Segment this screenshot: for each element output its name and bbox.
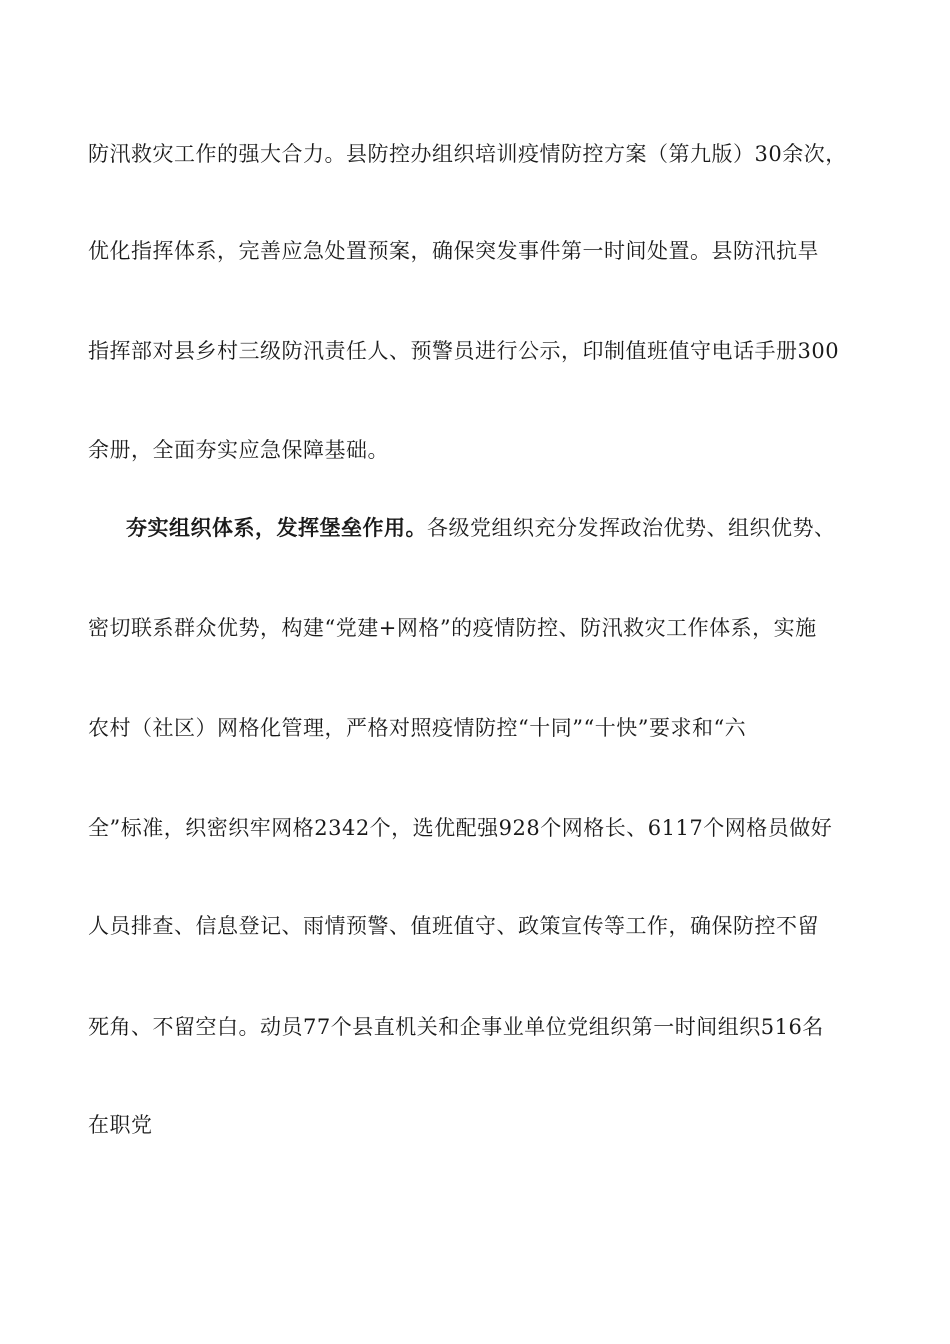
paragraph-line: 密切联系群众优势，构建“党建+网格”的疫情防控、防汛救灾工作体系，实施 xyxy=(88,616,817,640)
paragraph-line: 人员排查、信息登记、雨情预警、值班值守、政策宣传等工作，确保防控不留 xyxy=(88,914,819,938)
paragraph-line: 余册，全面夯实应急保障基础。 xyxy=(88,438,389,462)
paragraph-line: 防汛救灾工作的强大合力。县防控办组织培训疫情防控方案（第九版）30余次， xyxy=(88,142,847,166)
paragraph-first-line xyxy=(126,513,906,543)
section-heading: 夯实组织体系，发挥堡垒作用。 xyxy=(126,515,427,540)
paragraph-line: 农村（社区）网格化管理，严格对照疫情防控“十同”“十快”要求和“六 xyxy=(88,716,747,740)
paragraph-line: 全”标准，织密织牢网格2342个，选优配强928个网格长、6117个网格员做好 xyxy=(88,816,833,840)
paragraph-text: 各级党组织充分发挥政治优势、组织优势、 xyxy=(427,516,836,540)
paragraph-line: 在职党 xyxy=(88,1113,153,1137)
paragraph-line: 指挥部对县乡村三级防汛责任人、预警员进行公示，印制值班值守电话手册300 xyxy=(88,339,840,363)
paragraph-line: 死角、不留空白。动员77个县直机关和企事业单位党组织第一时间组织516名 xyxy=(88,1015,824,1039)
paragraph-line: 优化指挥体系，完善应急处置预案，确保突发事件第一时间处置。县防汛抗旱 xyxy=(88,239,819,263)
